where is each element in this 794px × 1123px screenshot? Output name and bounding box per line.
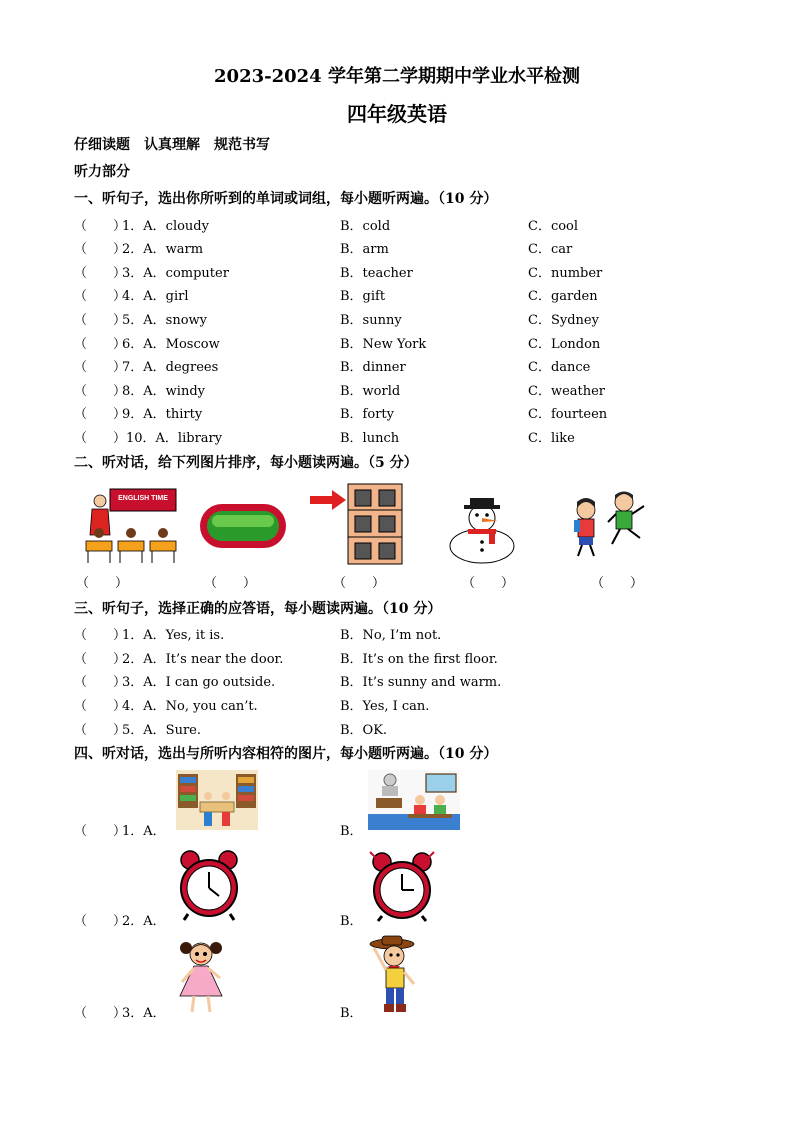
exam-title: 2023-2024 学年第二学期期中学业水平检测 (214, 66, 580, 87)
option-a: 5．A．Sure. (122, 723, 201, 738)
motto: 仔细读题 认真理解 规范书写 (74, 137, 270, 153)
option-a: 6．A．Moscow (122, 337, 220, 352)
option-a: 1．A．cloudy (122, 219, 209, 234)
option-b: B．gift (340, 289, 386, 304)
s3-row-2 (74, 648, 754, 668)
s1-row-4 (74, 285, 754, 305)
option-b: B． (340, 824, 363, 839)
option-c: C．like (528, 431, 575, 446)
answer-blank[interactable]: （ ） (74, 337, 127, 352)
s3-row-4 (74, 695, 754, 715)
s1-row-1 (74, 215, 754, 235)
alarm-clock-b-picture (366, 848, 438, 922)
option-b: B．Yes, I can. (340, 699, 430, 714)
option-b: B．lunch (340, 431, 400, 446)
s1-row-5 (74, 309, 754, 329)
s1-row-9 (74, 403, 754, 423)
alarm-clock-a-picture (176, 848, 242, 922)
s3-row-1 (74, 624, 754, 644)
option-b: B．It’s sunny and warm. (340, 675, 502, 690)
snowman-picture (444, 496, 520, 564)
green-board-picture (198, 500, 288, 552)
answer-blank[interactable]: （ ） (74, 360, 127, 375)
option-b: B．It’s on the first floor. (340, 652, 498, 667)
section2-heading: 二、听对话，给下列图片排序，每小题读两遍。（5 分） (74, 455, 418, 471)
answer-blank[interactable]: （ ） (74, 824, 127, 839)
option-c: C．number (528, 266, 603, 281)
option-a: 1．A． (122, 824, 166, 839)
option-b: B． (340, 914, 363, 929)
answer-blank[interactable]: （ ） (74, 384, 127, 399)
answer-blank[interactable]: （ ） (74, 289, 127, 304)
option-a: 9．A．thirty (122, 407, 203, 422)
option-a: 8．A．windy (122, 384, 205, 399)
option-a: 5．A．snowy (122, 313, 208, 328)
option-a: 3．A． (122, 1006, 166, 1021)
option-c: C．garden (528, 289, 598, 304)
answer-blank[interactable]: （ ） (74, 628, 127, 643)
option-a: 4．A．No, you can’t. (122, 699, 258, 714)
option-a: 3．A．I can go outside. (122, 675, 276, 690)
option-c: C．London (528, 337, 601, 352)
order-blank-2[interactable]: （ ） (204, 576, 257, 591)
answer-blank[interactable]: （ ） (74, 1006, 127, 1021)
option-b: B． (340, 1006, 363, 1021)
option-b: B．dinner (340, 360, 406, 375)
option-b: B．teacher (340, 266, 413, 281)
exam-subtitle: 四年级英语 (347, 102, 447, 126)
cowboy-boy-picture (366, 934, 424, 1014)
order-blank-5[interactable]: （ ） (591, 576, 644, 591)
s1-row-7 (74, 356, 754, 376)
part-label: 听力部分 (74, 164, 130, 180)
option-b: B．sunny (340, 313, 402, 328)
answer-blank[interactable]: （ ） (74, 699, 127, 714)
s1-row-6 (74, 333, 754, 353)
section3-heading: 三、听句子，选择正确的应答语，每小题读两遍。（10 分） (74, 601, 442, 617)
option-a: 10．A．library (126, 431, 223, 446)
section1-heading: 一、听句子，选出你所听到的单词或词组，每小题听两遍。（10 分） (74, 191, 498, 207)
option-a: 1．A．Yes, it is. (122, 628, 225, 643)
answer-blank[interactable]: （ ） (74, 266, 127, 281)
option-c: C．weather (528, 384, 606, 399)
order-blank-3[interactable]: （ ） (333, 576, 386, 591)
answer-blank[interactable]: （ ） (74, 723, 127, 738)
option-b: B．forty (340, 407, 394, 422)
building-floor-picture (308, 482, 404, 566)
option-c: C．Sydney (528, 313, 599, 328)
girl-dress-picture (172, 938, 230, 1016)
order-blank-4[interactable]: （ ） (462, 576, 515, 591)
option-b: B．cold (340, 219, 391, 234)
option-c: C．cool (528, 219, 579, 234)
option-c: C．dance (528, 360, 591, 375)
option-b: B．world (340, 384, 401, 399)
section4-heading: 四、听对话，选出与所听内容相符的图片，每小题听两遍。（10 分） (74, 746, 498, 762)
option-a: 3．A．computer (122, 266, 229, 281)
option-b: B．arm (340, 242, 389, 257)
classroom-picture (368, 770, 460, 830)
answer-blank[interactable]: （ ） (74, 652, 127, 667)
answer-blank[interactable]: （ ） (74, 242, 127, 257)
option-b: B．No, I’m not. (340, 628, 442, 643)
s1-row-8 (74, 380, 754, 400)
s1-row-10 (74, 427, 754, 447)
english-class-picture (80, 485, 180, 565)
sign-label: ENGLISH TIME (118, 495, 168, 502)
answer-blank[interactable]: （ ） (74, 431, 127, 446)
s1-row-3 (74, 262, 754, 282)
s1-row-2 (74, 238, 754, 258)
option-a: 4．A．girl (122, 289, 189, 304)
option-a: 2．A．warm (122, 242, 204, 257)
kids-walking-picture (566, 488, 650, 560)
order-blank-1[interactable]: （ ） (76, 576, 129, 591)
option-c: C．car (528, 242, 573, 257)
answer-blank[interactable]: （ ） (74, 914, 127, 929)
s3-row-5 (74, 719, 754, 739)
answer-blank[interactable]: （ ） (74, 407, 127, 422)
answer-blank[interactable]: （ ） (74, 313, 127, 328)
option-c: C．fourteen (528, 407, 608, 422)
answer-blank[interactable]: （ ） (74, 219, 127, 234)
option-b: B．New York (340, 337, 427, 352)
s3-row-3 (74, 671, 754, 691)
library-picture (176, 770, 258, 830)
option-a: 2．A． (122, 914, 166, 929)
option-a: 7．A．degrees (122, 360, 219, 375)
option-a: 2．A．It’s near the door. (122, 652, 284, 667)
option-b: B．OK. (340, 723, 388, 738)
answer-blank[interactable]: （ ） (74, 675, 127, 690)
